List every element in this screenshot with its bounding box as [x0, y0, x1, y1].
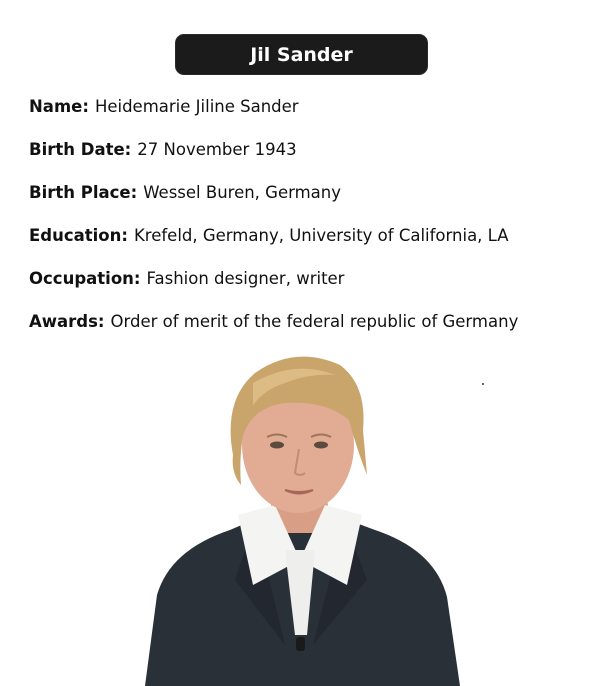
fact-label: Education:	[29, 226, 128, 245]
fact-label: Name:	[29, 97, 89, 116]
eye-left	[270, 442, 284, 449]
fact-label: Awards:	[29, 312, 105, 331]
fact-row-occupation	[29, 267, 589, 310]
fact-label: Occupation:	[29, 269, 141, 288]
eye-right	[314, 442, 328, 449]
fact-value: Heidemarie Jiline Sander	[94, 97, 299, 116]
fact-row-birth-date	[29, 138, 589, 181]
page-title: Jil Sander	[175, 34, 428, 75]
fact-value: 27 November 1943	[137, 140, 297, 159]
fact-value: Krefeld, Germany, University of California, LA	[133, 226, 509, 245]
microphone	[296, 637, 305, 651]
portrait-photo	[135, 345, 465, 686]
fact-label: Birth Place:	[29, 183, 138, 202]
fact-value: Order of merit of the federal republic of Germany	[110, 312, 519, 331]
fact-label: Birth Date:	[29, 140, 132, 159]
fact-value: Wessel Buren, Germany	[143, 183, 342, 202]
fact-row-birth-place	[29, 181, 589, 224]
fact-row-education	[29, 224, 589, 267]
profile-facts	[29, 95, 589, 353]
fact-row-name	[29, 95, 589, 138]
fact-value: Fashion designer, writer	[146, 269, 345, 288]
speck-mark	[482, 383, 484, 385]
